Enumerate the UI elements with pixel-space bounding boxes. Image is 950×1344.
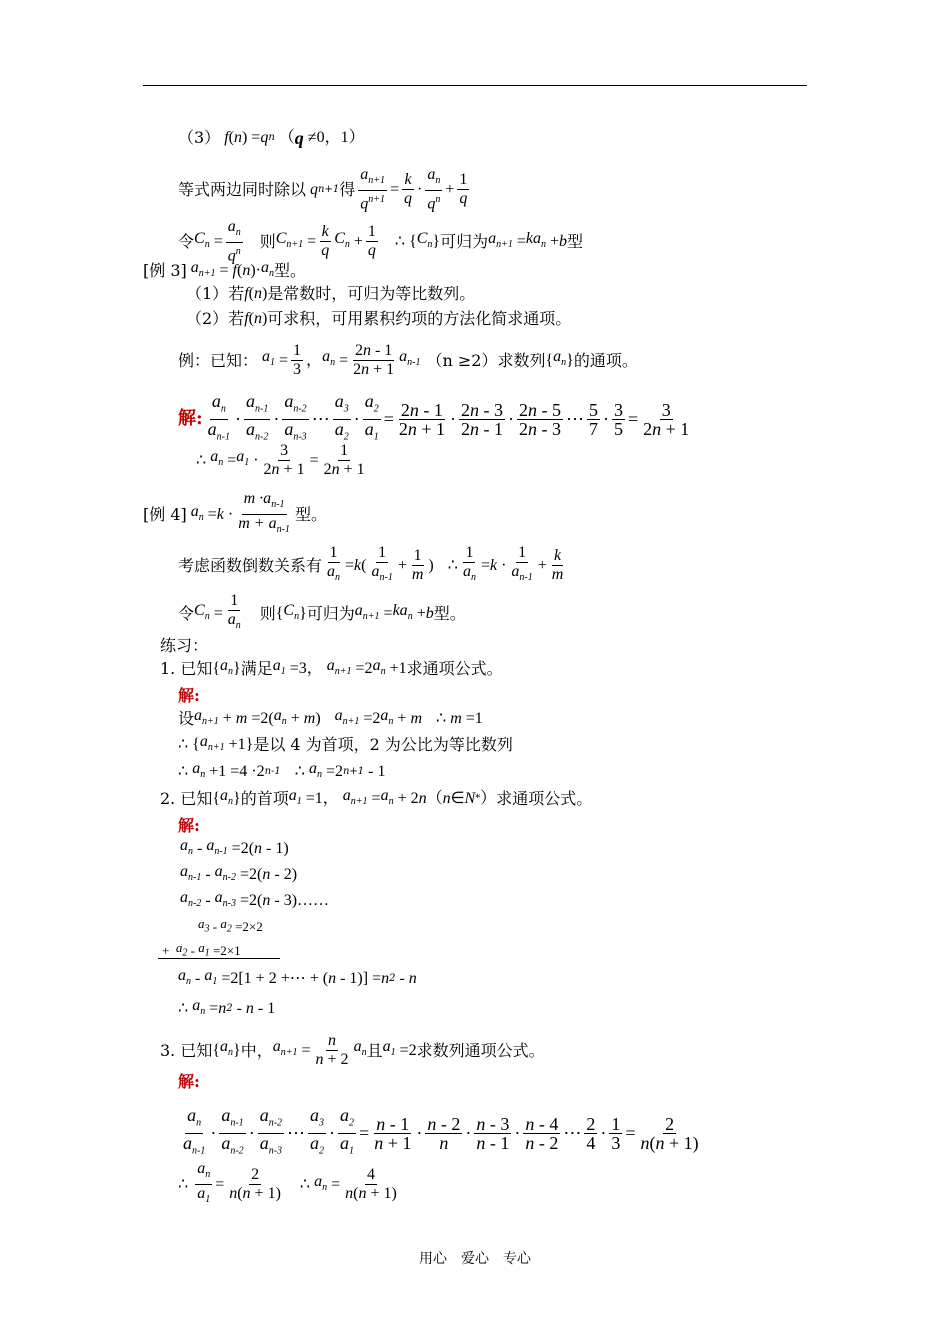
practice-q2-eq4: $a_3$ - $a_2$ =2×2	[198, 916, 263, 935]
practice-q2-eq2: $a_{n-1}$ - $a_{n-2}$ =2( n - 2)	[180, 863, 298, 884]
practice-q2-eq5: + $a_2$ - $a_1$ =2×1	[162, 940, 241, 959]
example3-solution: 解: $a_n$ $a_{n-1}$ · $a_{n-1}$ $a_{n-2}$ · $a_{n-2}$ $a_{n-3}$ ⋯ $a_3$ $a_2$ · $\frac{a_2}{a_1}$ = $\frac{2n - 1}{2n + 1}$ · 2n - 3 2n - 1 · 2n - 5 2n - 3 ⋯ 5 7 · $\frac{3}{5}$ = $\frac{3}{2n + 1}$	[178, 391, 690, 443]
practice-q3-result: ∴ $\frac{a_n}{a_1}$ = $\frac{2}{n(n + 1)}$ ∴ $a_n$ = $\frac{4}{n(n + 1)}$	[178, 1160, 397, 1206]
example4-consider: 考虑函数倒数关系有 $\frac{1}{a_n}$ = k ( 1 $a_{n-1}$ + $\frac{1}{m}$ ) ∴ $\frac{1}{a_n}$ = k · 1 $a_{n-1}$ + $\frac{k}{m}$	[178, 544, 564, 584]
practice-q1-step1: 设 $a_{n+1}$ + m =2( $a_n$ + m ) $a_{n+1}$ =2 $a_n$ + m ∴ m =1	[178, 707, 483, 729]
section3-title: （3） f ( n ) = q n （ q ≠0，1）	[178, 128, 365, 148]
practice-q1-step2: ∴ { $a_{n+1}$ +1} 是以 4 为首项，2 为公比为等比数列	[178, 733, 513, 755]
example4-heading: [例 4] $a_n$ = k · $m \cdot a_{n-1}$ $m + a_{n-1}$ 型。	[143, 490, 327, 536]
practice-q2-eq3: $a_{n-2}$ - $a_{n-3}$ =2( n - 3)……	[180, 889, 330, 910]
section3-let-line: 令 $C_n$ = $\frac{a_n}{q^n}$ 则 $C_{n+1}$ = $\frac{k}{q}$ $C_n$ + $\frac{1}{q}$ ∴ { $C_n$ } 可归为 $a_{n+1}$ = $ka_n$ + b 型	[178, 218, 584, 265]
practice-q1: 1. 已知 { $a_n$ } 满足 $a_1$ =3， $a_{n+1}$ =2 $a_n$ +1 求通项公式。	[160, 657, 503, 679]
page-footer: 用心 爱心 专心	[419, 1251, 531, 1267]
practice-q1-solution-label: 解:	[178, 686, 200, 705]
sum-rule	[158, 958, 280, 959]
practice-q3-solution-label: 解:	[178, 1072, 200, 1091]
practice-q2-sum: $a_n$ - $a_1$ =2[1 + 2 +⋯ + ( n - 1)] = n 2 - n	[178, 967, 417, 988]
practice-title: 练习：	[160, 636, 209, 655]
example3-point2: （2）若 f ( n ) 可求积，可用累积约项的方法化简求通项。	[186, 309, 572, 328]
practice-q2: 2. 已知 { $a_n$ } 的首项 $a_1$ =1， $a_{n+1}$ = $a_n$ + 2 n （ n ∈ N * ） 求通项公式。	[160, 787, 593, 809]
practice-q2-result: ∴ $a_n$ = n 2 - n - 1	[178, 997, 276, 1018]
practice-q3-product: $a_n$ $a_{n-1}$ · $a_{n-1}$ $a_{n-2}$ · $a_{n-2}$ $a_{n-3}$ ⋯ $a_3$ $a_2$ · $\frac{a_2}{a_1}$ = $\frac{n - 1}{n + 1}$ · n - 2 n · n - 3 n - 1 · n - 4 n - 2 ⋯ 2 4 · $\frac{1}{3}$ = $\frac{2}{n(n + 1)}$	[183, 1105, 699, 1157]
practice-q2-eq1: $a_n$ - $a_{n-1}$ =2( n - 1)	[180, 837, 289, 858]
example3-heading: [例 3] $a_{n+1}$ = f ( n )· $a_n$ 型。	[143, 259, 306, 281]
practice-q2-solution-label: 解:	[178, 816, 200, 835]
section3-divide-line: 等式两边同时除以 q n+1 得 $\frac{a_{n+1}}{q^{n+1}}$ = $\frac{k}{q}$ · $a_n$ $q^n$ + $\frac{1}{q}$	[178, 166, 468, 213]
section3-label: （3）	[178, 128, 221, 147]
practice-q1-result: ∴ $a_n$ +1 =4 ·2 n-1 ∴ $a_n$ =2 n+1 - 1	[178, 760, 386, 781]
example3-problem: 例：已知： $a_1$ = $\frac{1}{3}$ ， $a_n$ = $\frac{2n - 1}{2n + 1}$ $a_{n-1}$ （n ≥2）求数列 { $a_n$ } 的通项。	[178, 342, 638, 378]
example3-point1: （1）若 f ( n ) 是常数时，可归为等比数列。	[186, 284, 476, 303]
example4-let: 令 $C_n$ = $\frac{1}{a_n}$ 则 { $C_n$ } 可归为 $a_{n+1}$ = $ka_n$ + b 型。	[178, 592, 466, 632]
header-rule	[143, 85, 807, 86]
practice-q3: 3. 已知 { $a_n$ } 中， $a_{n+1}$ = $\frac{n}{n + 2}$ $a_n$ 且 $a_1$ =2 求数列通项公式。	[160, 1032, 545, 1068]
example3-result: ∴ $a_n$ = $a_1$ · $\frac{3}{2n + 1}$ = $\frac{1}{2n + 1}$	[196, 442, 365, 478]
